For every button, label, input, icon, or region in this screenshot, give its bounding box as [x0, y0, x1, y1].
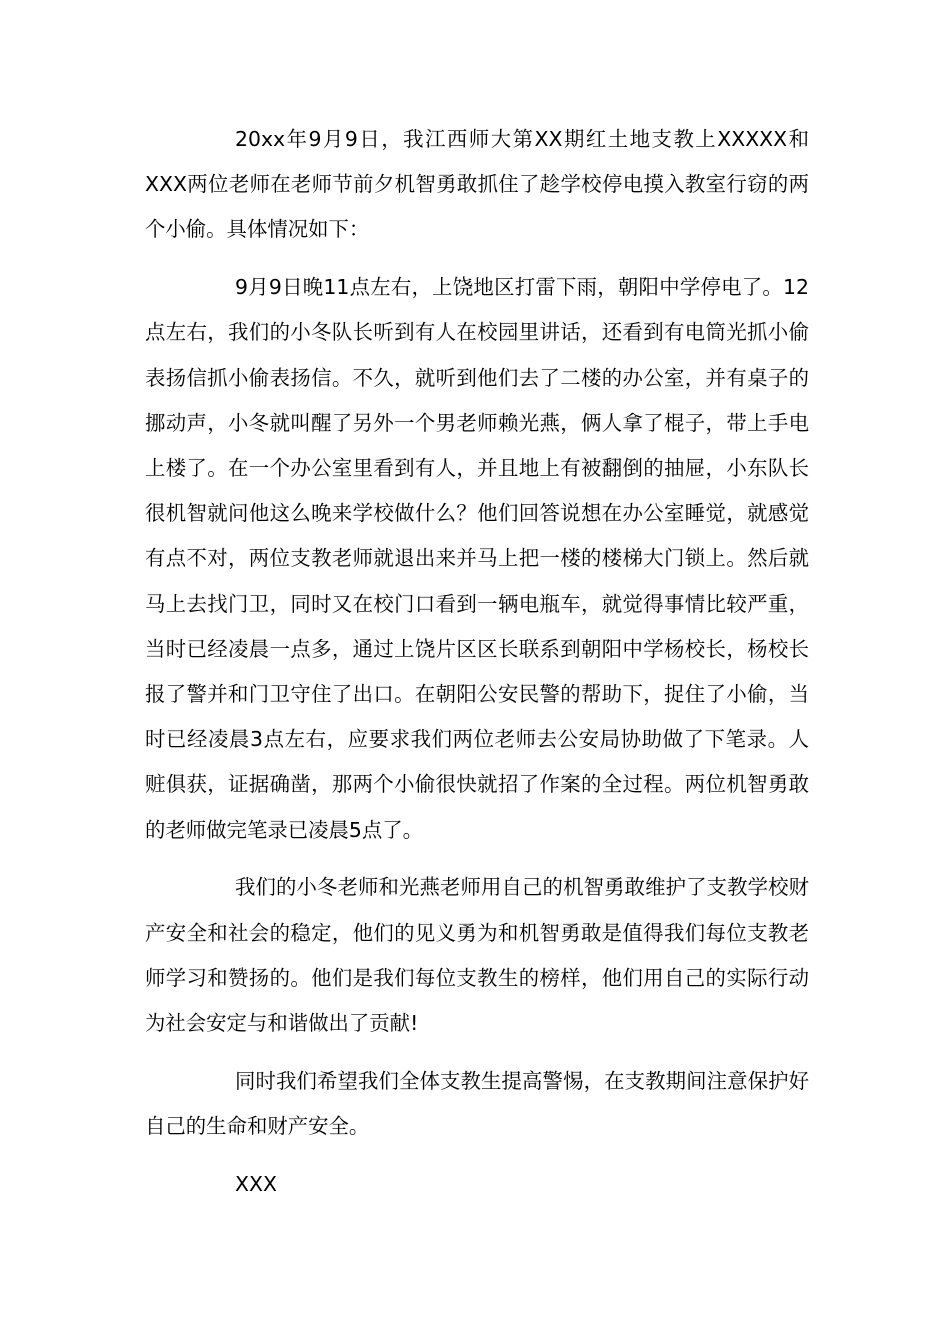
paragraph-incident-details: 9月9日晚11点左右，上饶地区打雷下雨，朝阳中学停电了。12点左右，我们的小冬队长听到有人在校园里讲话，还看到有电筒光抓小偷表扬信抓小偷表扬信。不久，就听到他们去了二楼的办公室，并有桌子的挪动声，小冬就叫醒了另外一个男老师赖光燕，俩人拿了棍子，带上手电上楼了。在一个办公室里看到有人，并且地上有被翻倒的抽屉，小东队长很机智就问他这么晚来学校做什么？他们回答说想在办公室睡觉，就感觉有点不对，两位支教老师就退出来并马上把一楼的楼梯大门锁上。然后就马上去找门卫，同时又在校门口看到一辆电瓶车，就觉得事情比较严重，当时已经凌晨一点多，通过上饶片区区长联系到朝阳中学杨校长，杨校长报了警并和门卫守住了出口。在朝阳公安民警的帮助下，捉住了小偷，当时已经凌晨3点左右，应要求我们两位老师去公安局协助做了下笔录。人赃俱获，证据确凿，那两个小偷很快就招了作案的全过程。两位机智勇敢的老师做完笔录已凌晨5点了。	[145, 275, 809, 842]
paragraph-safety-reminder: 同时我们希望我们全体支教生提高警惕，在支教期间注意保护好自己的生命和财产安全。	[145, 1068, 809, 1139]
paragraph-praise: 我们的小冬老师和光燕老师用自己的机智勇敢维护了支教学校财产安全和社会的稳定，他们的见义勇为和机智勇敢是值得我们每位支教老师学习和赞扬的。他们是我们每位支教生的榜样，他们用自己的实际行动为社会安定与和谐做出了贡献!	[145, 875, 809, 1036]
paragraph-incident-summary: 20xx年9月9日，我江西师大第XX期红土地支教上XXXXX和XXX两位老师在老师节前夕机智勇敢抓住了趁学校停电摸入教室行窃的两个小偷。具体情况如下：	[145, 127, 809, 242]
letter-body	[145, 117, 809, 1207]
signature: XXX	[235, 1171, 277, 1196]
